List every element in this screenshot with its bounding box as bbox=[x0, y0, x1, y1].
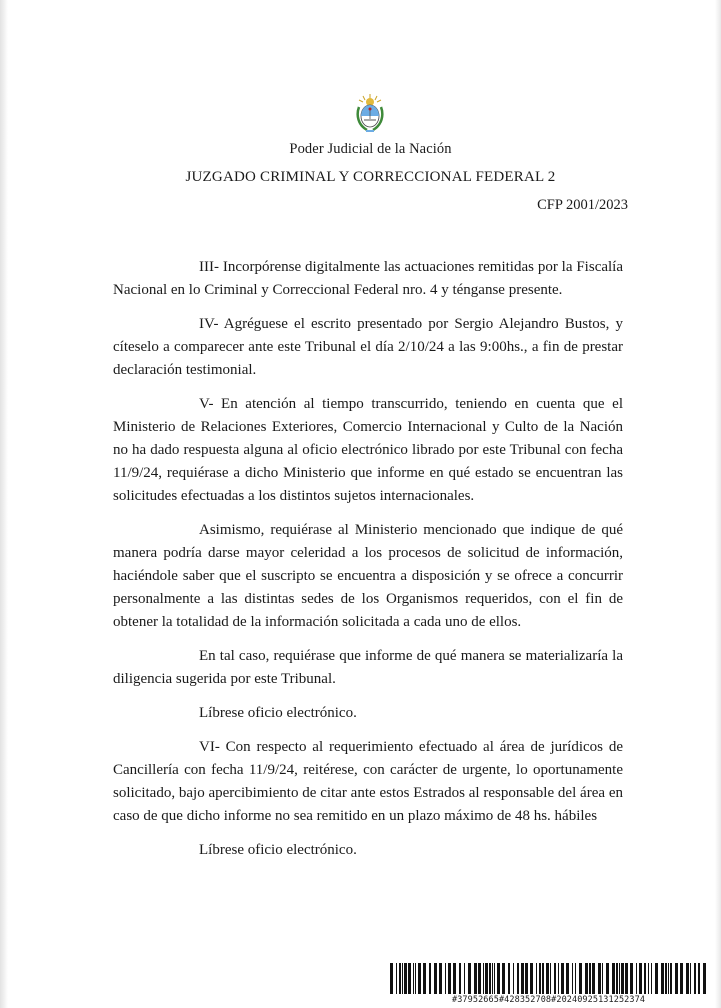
barcode-number: #37952665#428352708#20240925131252374 bbox=[452, 995, 646, 1005]
paragraph-iii: III- Incorpórense digitalmente las actuaciones remitidas por la Fiscalía Nacional en lo Criminal y Correccional Federal nro. 4 y ténganse presente. bbox=[113, 259, 623, 298]
page-edge-shadow bbox=[0, 0, 8, 1008]
paragraph-en-tal-caso: En tal caso, requiérase que informe de qué manera se materializaría la diligencia sugerida por este Tribunal. bbox=[113, 648, 623, 687]
court-name-heading: JUZGADO CRIMINAL Y CORRECCIONAL FEDERAL 2 bbox=[185, 169, 556, 185]
barcode-bars bbox=[390, 963, 710, 994]
case-number: CFP 2001/2023 bbox=[537, 197, 628, 213]
paragraph-librese-2: Líbrese oficio electrónico. bbox=[199, 842, 357, 858]
paragraph-v: V- En atención al tiempo transcurrido, teniendo en cuenta que el Ministerio de Relaciones Exteriores, Comercio Internacional y Culto de la Nación no ha dado respuesta alguna al oficio electrónico librado por este Tribunal con fecha 11/9/24, requiérase a dicho Ministerio que informe en qué estado se encuentran las solicitudes efectuadas a los distintos sujetos internacionales. bbox=[113, 396, 623, 504]
coat-of-arms-icon bbox=[355, 93, 385, 133]
paragraph-asimismo: Asimismo, requiérase al Ministerio mencionado que indique de qué manera podría darse mayor celeridad a los procesos de solicitud de información, haciéndole saber que el suscripto se encuentra a disposición y se ofrece a concurrir personalmente a las distintas sedes de los Organismos requeridos, con el fin de obtener la totalidad de la información solicitada a cada uno de ellos. bbox=[113, 522, 623, 630]
paragraph-librese-1: Líbrese oficio electrónico. bbox=[199, 705, 357, 721]
paragraph-iv: IV- Agréguese el escrito presentado por Sergio Alejandro Bustos, y cíteselo a comparecer ante este Tribunal el día 2/10/24 a las 9:00hs., a fin de prestar declaración testimonial. bbox=[113, 316, 623, 378]
document-barcode bbox=[390, 963, 710, 1008]
resolution-body bbox=[113, 256, 623, 873]
court-branch-heading: Poder Judicial de la Nación bbox=[289, 141, 452, 157]
paragraph-vi: VI- Con respecto al requerimiento efectuado al área de jurídicos de Cancillería con fecha 11/9/24, reitérese, con carácter de urgente, lo oportunamente solicitado, bajo apercibimiento de citar ante estos Estrados al responsable del área en caso de que dicho informe no sea remitido en un plazo máximo de 48 hs. hábiles bbox=[113, 739, 623, 824]
